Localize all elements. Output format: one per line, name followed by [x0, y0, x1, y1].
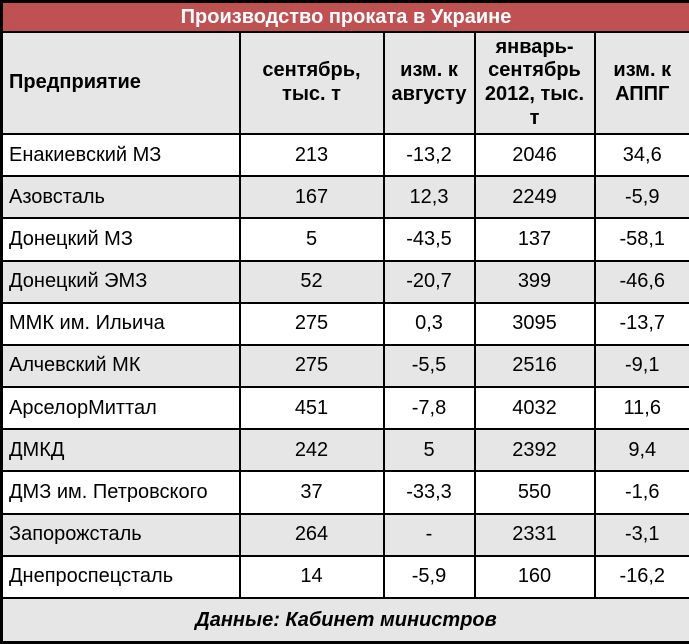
title-row [2, 2, 689, 33]
column-header-change-vs-appg: изм. к АППГ [595, 32, 689, 134]
value-cell: 3095 [475, 303, 595, 345]
enterprise-name-cell: Днепроспецсталь [2, 556, 240, 598]
value-cell: -33,3 [384, 471, 475, 513]
value-cell: -5,9 [384, 556, 475, 598]
value-cell: 37 [240, 471, 384, 513]
value-cell: -3,1 [595, 514, 689, 556]
column-header-jan-september-2012: январь-сентябрь 2012, тыс. т [475, 32, 595, 134]
value-cell: 399 [475, 261, 595, 303]
value-cell: -16,2 [595, 556, 689, 598]
value-cell: -46,6 [595, 261, 689, 303]
value-cell: -9,1 [595, 345, 689, 387]
value-cell: 550 [475, 471, 595, 513]
table-row [2, 261, 689, 303]
value-cell: - [384, 514, 475, 556]
header-row [2, 32, 689, 134]
value-cell: 34,6 [595, 134, 689, 176]
enterprise-name-cell: Алчевский МК [2, 345, 240, 387]
footer-row [2, 598, 689, 643]
value-cell: -1,6 [595, 471, 689, 513]
value-cell: -7,8 [384, 387, 475, 429]
column-header-enterprise: Предприятие [2, 32, 240, 134]
value-cell: 12,3 [384, 176, 475, 218]
value-cell: 275 [240, 303, 384, 345]
source-note: Данные: Кабинет министров [2, 598, 689, 643]
value-cell: 167 [240, 176, 384, 218]
value-cell: 264 [240, 514, 384, 556]
value-cell: 14 [240, 556, 384, 598]
table-row [2, 303, 689, 345]
table-row [2, 429, 689, 471]
enterprise-name-cell: ДМЗ им. Петровского [2, 471, 240, 513]
value-cell: -43,5 [384, 218, 475, 260]
value-cell: -13,2 [384, 134, 475, 176]
table-row [2, 387, 689, 429]
enterprise-name-cell: ДМКД [2, 429, 240, 471]
value-cell: 5 [384, 429, 475, 471]
value-cell: 2392 [475, 429, 595, 471]
value-cell: 0,3 [384, 303, 475, 345]
table-row [2, 514, 689, 556]
value-cell: 451 [240, 387, 384, 429]
value-cell: 2516 [475, 345, 595, 387]
table-row [2, 556, 689, 598]
table-body [2, 134, 689, 598]
table-row [2, 176, 689, 218]
value-cell: 11,6 [595, 387, 689, 429]
value-cell: 9,4 [595, 429, 689, 471]
table-title: Производство проката в Украине [2, 2, 689, 33]
value-cell: -20,7 [384, 261, 475, 303]
table-row [2, 471, 689, 513]
value-cell: 213 [240, 134, 384, 176]
enterprise-name-cell: Донецкий МЗ [2, 218, 240, 260]
value-cell: 160 [475, 556, 595, 598]
column-header-september: сентябрь, тыс. т [240, 32, 384, 134]
value-cell: 5 [240, 218, 384, 260]
enterprise-name-cell: АрселорМиттал [2, 387, 240, 429]
value-cell: 2331 [475, 514, 595, 556]
enterprise-name-cell: Донецкий ЭМЗ [2, 261, 240, 303]
enterprise-name-cell: Запорожсталь [2, 514, 240, 556]
value-cell: 2046 [475, 134, 595, 176]
value-cell: 52 [240, 261, 384, 303]
table-row [2, 134, 689, 176]
value-cell: -5,9 [595, 176, 689, 218]
value-cell: -13,7 [595, 303, 689, 345]
value-cell: 242 [240, 429, 384, 471]
value-cell: -5,5 [384, 345, 475, 387]
column-header-change-vs-august: изм. к августу [384, 32, 475, 134]
enterprise-name-cell: Азовсталь [2, 176, 240, 218]
value-cell: 4032 [475, 387, 595, 429]
value-cell: 275 [240, 345, 384, 387]
table-row [2, 218, 689, 260]
table-row [2, 345, 689, 387]
value-cell: -58,1 [595, 218, 689, 260]
value-cell: 2249 [475, 176, 595, 218]
enterprise-name-cell: ММК им. Ильича [2, 303, 240, 345]
value-cell: 137 [475, 218, 595, 260]
enterprise-name-cell: Енакиевский МЗ [2, 134, 240, 176]
